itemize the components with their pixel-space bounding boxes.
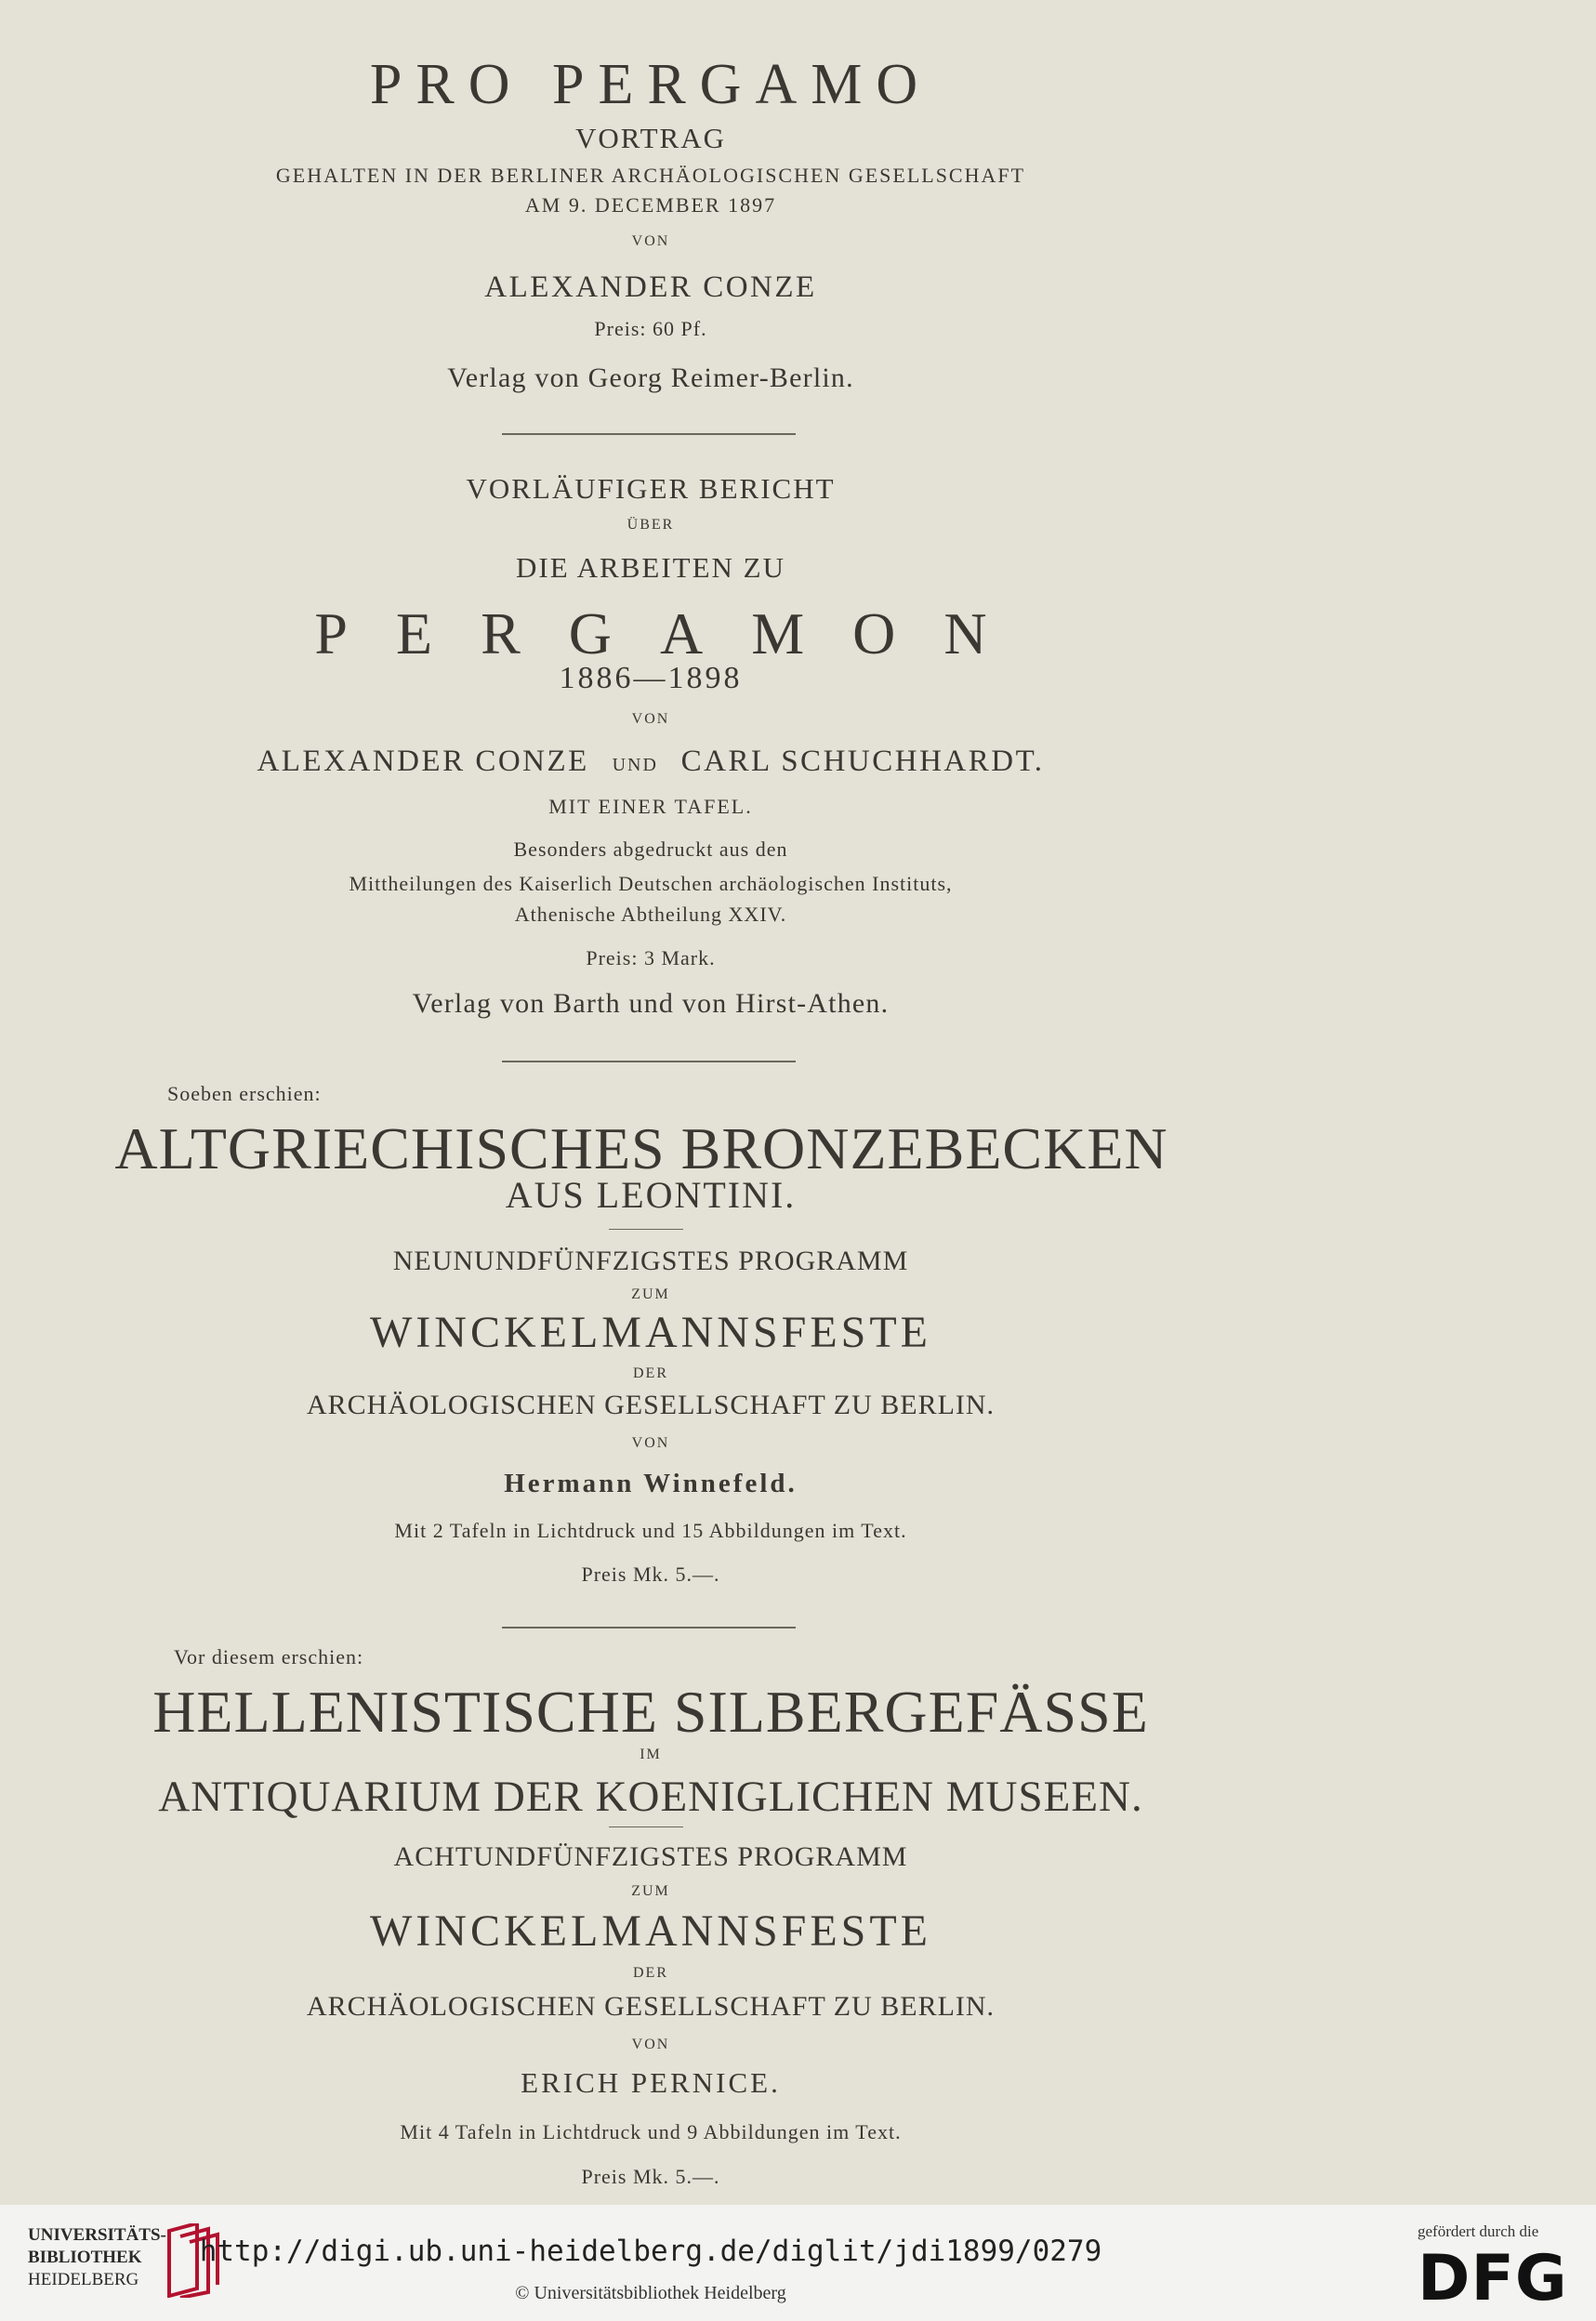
library-line1: UNIVERSITÄTS-	[28, 2225, 166, 2245]
book2-years: 1886—1898	[559, 661, 743, 695]
book2-price: Preis: 3 Mark.	[586, 946, 716, 969]
book1-line1: GEHALTEN IN DER BERLINER ARCHÄOLOGISCHEN GESELLSCHAFT	[275, 164, 1026, 187]
book3-von: VON	[631, 1435, 670, 1451]
book1-von: VON	[631, 233, 670, 249]
pergamon-title: PERGAMON	[314, 600, 1035, 666]
book2-authors	[0, 746, 1301, 777]
book4-intro: Vor diesem erschien:	[174, 1645, 364, 1668]
book4-im: IM	[640, 1747, 662, 1762]
book2-note1: Besonders abgedruckt aus den	[513, 837, 788, 861]
book2-note2: Mittheilungen des Kaiserlich Deutschen archäologischen Instituts,	[349, 872, 953, 895]
book3-details: Mit 2 Tafeln in Lichtdruck und 15 Abbildungen im Text.	[394, 1519, 907, 1542]
divider-4-small	[609, 1826, 683, 1827]
book4-details: Mit 4 Tafeln in Lichtdruck und 9 Abbildungen im Text.	[400, 2120, 902, 2143]
divider-3-small	[609, 1229, 683, 1230]
book4-author: ERICH PERNICE.	[521, 2066, 781, 2099]
book1-price: Preis: 60 Pf.	[594, 317, 707, 340]
book3-title: ALTGRIECHISCHES BRONZEBECKEN	[114, 1115, 1168, 1181]
book1-author: ALEXANDER CONZE	[484, 270, 817, 304]
book3-zum: ZUM	[631, 1286, 670, 1302]
book2-publisher: Verlag von Barth und von Hirst-Athen.	[412, 988, 890, 1019]
book4-fest: WINCKELMANNSFESTE	[370, 1906, 931, 1956]
book3-program: NEUNUNDFÜNFZIGSTES PROGRAMM	[392, 1246, 909, 1276]
book4-program: ACHTUNDFÜNFZIGSTES PROGRAMM	[393, 1841, 908, 1872]
divider-2	[502, 1061, 796, 1062]
book1-line2: AM 9. DECEMBER 1897	[524, 193, 777, 217]
permalink-url[interactable]: http://digi.ub.uni-heidelberg.de/diglit/jdi1899/0279	[199, 2235, 1102, 2268]
book3-intro: Soeben erschien:	[167, 1082, 322, 1105]
pro-pergamo-title: PRO PERGAMO	[369, 53, 932, 116]
book4-title2: ANTIQUARIUM DER KOENIGLICHEN MUSEEN.	[158, 1773, 1143, 1821]
book2-von: VON	[631, 711, 670, 727]
book4-title: HELLENISTISCHE SILBERGEFÄSSE	[152, 1679, 1149, 1745]
book4-der: DER	[633, 1965, 668, 1981]
book2-line2: DIE ARBEITEN ZU	[515, 551, 786, 584]
book2-line1: VORLÄUFIGER BERICHT	[466, 472, 836, 505]
book3-title2: AUS LEONTINI.	[505, 1174, 797, 1216]
book2-und: UND	[612, 755, 658, 775]
book3-price: Preis Mk. 5.—.	[581, 1563, 720, 1586]
copyright-notice: © Universitätsbibliothek Heidelberg	[515, 2283, 786, 2303]
book4-price: Preis Mk. 5.—.	[581, 2165, 720, 2188]
book4-von: VON	[631, 2037, 670, 2052]
library-line3: HEIDELBERG	[28, 2270, 139, 2289]
book2-author-conze: ALEXANDER CONZE	[257, 745, 589, 778]
book3-author: Hermann Winnefeld.	[504, 1469, 798, 1498]
book3-fest: WINCKELMANNSFESTE	[370, 1308, 931, 1357]
book4-zum: ZUM	[631, 1883, 670, 1899]
book2-tafel: MIT EINER TAFEL.	[548, 795, 753, 818]
book4-society: ARCHÄOLOGISCHEN GESELLSCHAFT ZU BERLIN.	[306, 1991, 996, 2022]
vortrag: VORTRAG	[575, 122, 726, 154]
book2-ueber: ÜBER	[627, 517, 675, 533]
book2-author-schuchhardt: CARL SCHUCHHARDT.	[680, 745, 1045, 778]
dfg-logo: DFG	[1418, 2242, 1568, 2315]
book1-publisher: Verlag von Georg Reimer-Berlin.	[447, 363, 854, 393]
funding-note: gefördert durch die	[1418, 2222, 1539, 2240]
book3-society: ARCHÄOLOGISCHEN GESELLSCHAFT ZU BERLIN.	[306, 1390, 996, 1420]
divider-1	[502, 433, 796, 435]
book3-der: DER	[633, 1365, 668, 1381]
library-line2: BIBLIOTHEK	[28, 2248, 142, 2267]
divider-4	[502, 1627, 796, 1629]
book2-note3: Athenische Abtheilung XXIV.	[514, 903, 787, 926]
